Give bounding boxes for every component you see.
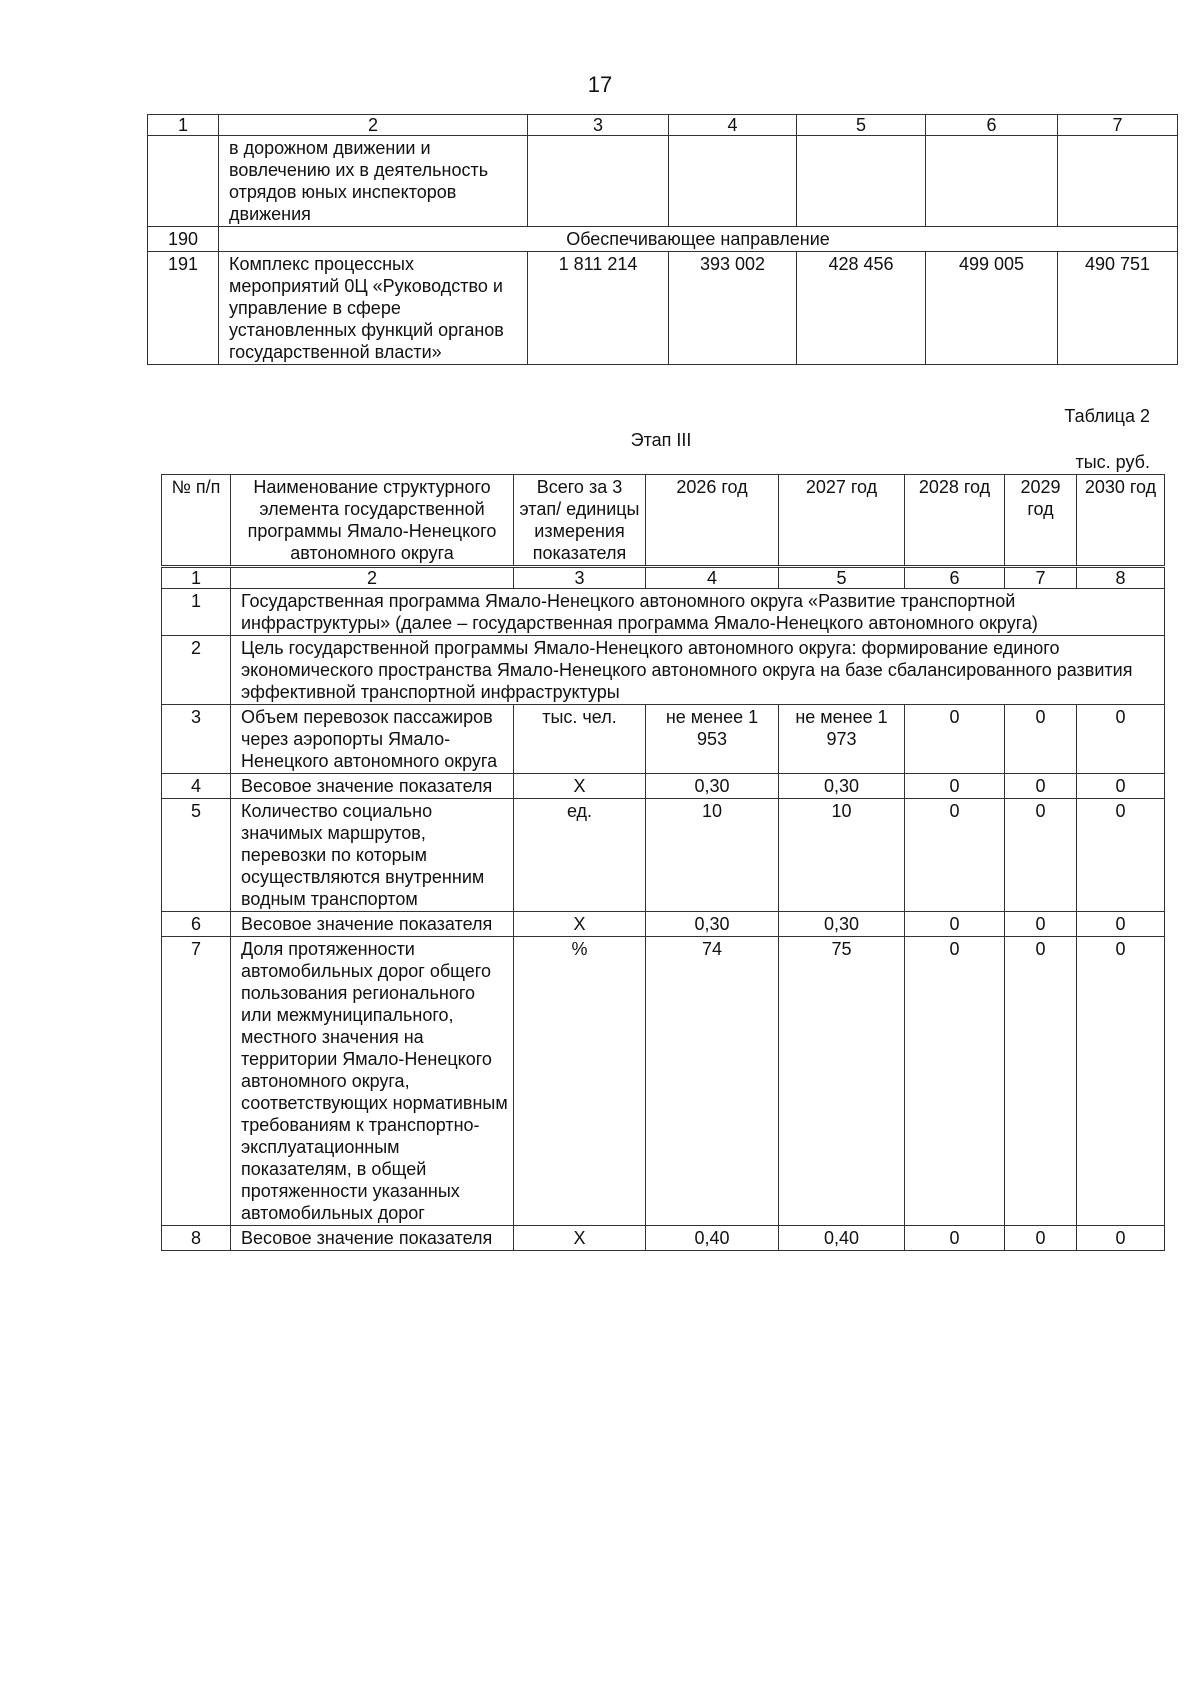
row-number: 3 bbox=[162, 705, 231, 774]
column-number: 3 bbox=[514, 567, 646, 589]
header-cell: 2029 год bbox=[1005, 475, 1077, 567]
stage-title: Этап III bbox=[630, 430, 692, 450]
cell-value bbox=[669, 136, 797, 227]
table1-col-number: 3 bbox=[528, 115, 669, 136]
row-number: 2 bbox=[162, 636, 231, 705]
table1-col-number: 7 bbox=[1058, 115, 1178, 136]
cell-value bbox=[797, 136, 926, 227]
table1-col-number: 5 bbox=[797, 115, 926, 136]
value-2029: 0 bbox=[1005, 1226, 1077, 1251]
value-2026: не менее 1 953 bbox=[646, 705, 779, 774]
table-row bbox=[162, 799, 1165, 912]
table-row bbox=[162, 589, 1165, 636]
indicator-name: Доля протяженности автомобильных дорог общего пользования регионального или межмуниципального, местного значения на территории Ямало-Ненецкого автономного округа, соответствующих нормативным требованиям к транспортно-эксплуатационным показателям, в общей протяженности указанных автомобильных дорог bbox=[231, 937, 514, 1226]
table-row bbox=[162, 912, 1165, 937]
value-2027: 10 bbox=[779, 799, 905, 912]
header-cell: 2027 год bbox=[779, 475, 905, 567]
value-2030: 0 bbox=[1077, 1226, 1165, 1251]
indicator-unit: ед. bbox=[514, 799, 646, 912]
header-cell: 2028 год bbox=[905, 475, 1005, 567]
value-2026: 10 bbox=[646, 799, 779, 912]
value-2028: 0 bbox=[905, 799, 1005, 912]
table1-header-row bbox=[148, 115, 1178, 136]
column-number: 5 bbox=[779, 567, 905, 589]
table-row bbox=[162, 705, 1165, 774]
row-number: 7 bbox=[162, 937, 231, 1226]
cell-total bbox=[528, 136, 669, 227]
value-2027: 75 bbox=[779, 937, 905, 1226]
indicator-unit: X bbox=[514, 1226, 646, 1251]
column-number: 4 bbox=[646, 567, 779, 589]
value-2026: 0,30 bbox=[646, 912, 779, 937]
value-2030: 0 bbox=[1077, 937, 1165, 1226]
column-number: 2 bbox=[231, 567, 514, 589]
value-2030: 0 bbox=[1077, 799, 1165, 912]
value-2029: 0 bbox=[1005, 705, 1077, 774]
table-row bbox=[148, 252, 1178, 365]
value-2027: 0,40 bbox=[779, 1226, 905, 1251]
row-number: 191 bbox=[148, 252, 219, 365]
indicator-unit: X bbox=[514, 774, 646, 799]
cell-value: 490 751 bbox=[1058, 252, 1178, 365]
value-2028: 0 bbox=[905, 937, 1005, 1226]
table1-col-number: 4 bbox=[669, 115, 797, 136]
indicator-unit: X bbox=[514, 912, 646, 937]
indicator-name: Количество социально значимых маршрутов, перевозки по которым осуществляются внутренним водным транспортом bbox=[231, 799, 514, 912]
value-2027: 0,30 bbox=[779, 912, 905, 937]
value-2028: 0 bbox=[905, 774, 1005, 799]
value-2029: 0 bbox=[1005, 774, 1077, 799]
table2-header-row bbox=[162, 475, 1165, 567]
program-title: Государственная программа Ямало-Ненецкого автономного округа «Развитие транспортной инфраструктуры» (далее – государственная программа Ямало-Ненецкого автономного округа) bbox=[231, 589, 1165, 636]
value-2027: не менее 1 973 bbox=[779, 705, 905, 774]
table1-col-number: 2 bbox=[219, 115, 528, 136]
page-number: 17 bbox=[587, 72, 613, 97]
column-number: 8 bbox=[1077, 567, 1165, 589]
table-row bbox=[148, 136, 1178, 227]
value-2029: 0 bbox=[1005, 912, 1077, 937]
header-cell: Наименование структурного элемента государственной программы Ямало-Ненецкого автономного округа bbox=[231, 475, 514, 567]
table-label: Таблица 2 bbox=[1064, 406, 1150, 426]
cell-value bbox=[1058, 136, 1178, 227]
cell-value bbox=[926, 136, 1058, 227]
indicator-name: Весовое значение показателя bbox=[231, 774, 514, 799]
indicator-name: Объем перевозок пассажиров через аэропорты Ямало-Ненецкого автономного округа bbox=[231, 705, 514, 774]
table-row bbox=[162, 1226, 1165, 1251]
value-2030: 0 bbox=[1077, 912, 1165, 937]
value-2026: 74 bbox=[646, 937, 779, 1226]
row-number: 4 bbox=[162, 774, 231, 799]
value-2026: 0,40 bbox=[646, 1226, 779, 1251]
table-row bbox=[148, 227, 1178, 252]
value-2028: 0 bbox=[905, 912, 1005, 937]
column-number: 1 bbox=[162, 567, 231, 589]
row-name: в дорожном движении и вовлечению их в деятельность отрядов юных инспекторов движения bbox=[219, 136, 528, 227]
table-row bbox=[162, 636, 1165, 705]
section-heading: Обеспечивающее направление bbox=[219, 227, 1178, 252]
row-name: Комплекс процессных мероприятий 0Ц «Руководство и управление в сфере установленных функций органов государственной власти» bbox=[219, 252, 528, 365]
row-number: 1 bbox=[162, 589, 231, 636]
row-number: 8 bbox=[162, 1226, 231, 1251]
continuation-table bbox=[147, 114, 1178, 365]
column-number: 7 bbox=[1005, 567, 1077, 589]
column-number: 6 bbox=[905, 567, 1005, 589]
table1-col-number: 6 bbox=[926, 115, 1058, 136]
header-cell: Всего за 3 этап/ единицы измерения показателя bbox=[514, 475, 646, 567]
header-cell: № п/п bbox=[162, 475, 231, 567]
row-number: 5 bbox=[162, 799, 231, 912]
units-label: тыс. руб. bbox=[1075, 452, 1150, 472]
value-2028: 0 bbox=[905, 1226, 1005, 1251]
header-cell: 2030 год bbox=[1077, 475, 1165, 567]
row-number bbox=[148, 136, 219, 227]
table-row bbox=[162, 937, 1165, 1226]
value-2026: 0,30 bbox=[646, 774, 779, 799]
indicator-unit: тыс. чел. bbox=[514, 705, 646, 774]
header-cell: 2026 год bbox=[646, 475, 779, 567]
value-2029: 0 bbox=[1005, 799, 1077, 912]
column-number-row bbox=[162, 567, 1165, 589]
table-row bbox=[162, 774, 1165, 799]
value-2030: 0 bbox=[1077, 774, 1165, 799]
indicator-name: Весовое значение показателя bbox=[231, 1226, 514, 1251]
value-2027: 0,30 bbox=[779, 774, 905, 799]
indicator-unit: % bbox=[514, 937, 646, 1226]
indicator-name: Весовое значение показателя bbox=[231, 912, 514, 937]
cell-value: 428 456 bbox=[797, 252, 926, 365]
cell-value: 393 002 bbox=[669, 252, 797, 365]
table1-col-number: 1 bbox=[148, 115, 219, 136]
value-2028: 0 bbox=[905, 705, 1005, 774]
row-number: 6 bbox=[162, 912, 231, 937]
value-2029: 0 bbox=[1005, 937, 1077, 1226]
cell-value: 499 005 bbox=[926, 252, 1058, 365]
value-2030: 0 bbox=[1077, 705, 1165, 774]
cell-total: 1 811 214 bbox=[528, 252, 669, 365]
row-number: 190 bbox=[148, 227, 219, 252]
stage-table bbox=[161, 474, 1165, 1251]
program-goal: Цель государственной программы Ямало-Ненецкого автономного округа: формирование единого экономического пространства Ямало-Ненецкого автономного округа на базе сбалансированного развития эффективной транспортной инфраструктуры bbox=[231, 636, 1165, 705]
